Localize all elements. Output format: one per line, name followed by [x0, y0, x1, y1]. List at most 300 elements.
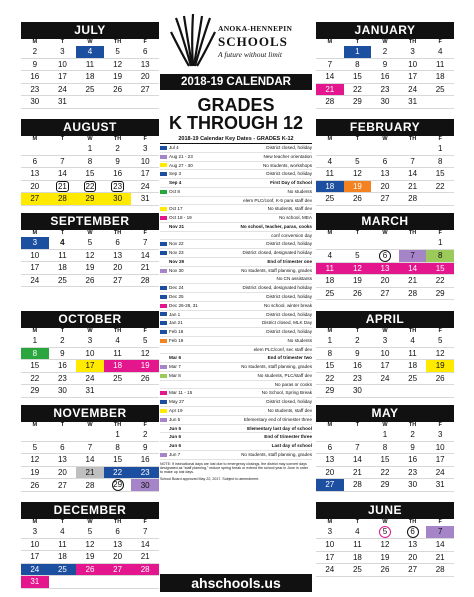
day-cell: 14: [344, 454, 372, 467]
day-cell: 27: [371, 287, 399, 300]
weekday-header: F: [438, 519, 442, 525]
weekday-header: T: [355, 39, 360, 45]
key-date-description: No students, staff dev: [267, 206, 312, 212]
day-cell: [371, 249, 399, 262]
key-date: Nov 23: [169, 250, 184, 256]
day-cell: 22: [316, 372, 344, 385]
day-cell: 12: [76, 538, 104, 551]
color-swatch: [160, 304, 167, 308]
week-row: [21, 466, 159, 479]
key-date: Nov 21: [169, 223, 185, 229]
day-cell: 13: [21, 168, 49, 181]
month-title: SEPTEMBER: [21, 213, 159, 230]
month-title: OCTOBER: [21, 311, 159, 328]
marked-day: 22: [85, 181, 95, 191]
key-date-description: District closed, holiday: [266, 241, 312, 247]
week-row: [21, 551, 159, 564]
day-cell: 19: [131, 360, 159, 373]
month-grid: [316, 39, 454, 109]
day-cell: 25: [316, 287, 344, 300]
key-date-description: Last day of school: [271, 443, 312, 449]
day-cell: 9: [21, 58, 49, 71]
day-cell: 21: [131, 262, 159, 275]
color-swatch: [160, 277, 167, 281]
key-date: Sep 3: [169, 171, 182, 177]
key-date-row: [160, 433, 312, 442]
week-row: [21, 180, 159, 193]
day-cell: 26: [344, 287, 372, 300]
weekday-header: M: [327, 230, 333, 236]
weekday-header: M: [32, 230, 38, 236]
day-cell: 28: [316, 96, 344, 109]
week-row: [21, 576, 159, 589]
day-cell: 23: [21, 83, 49, 96]
day-cell: 12: [21, 454, 49, 467]
day-cell: 1: [316, 335, 344, 347]
day-cell: 11: [49, 538, 77, 551]
key-date: Jun 6: [169, 434, 181, 440]
color-swatch: [160, 374, 167, 378]
day-cell: 26: [104, 83, 132, 96]
key-date: Jun 6: [169, 443, 181, 449]
key-date-row: [160, 162, 312, 171]
key-date-description: End of trimester two: [267, 355, 312, 361]
month-title: FEBRUARY: [316, 119, 454, 136]
month-september: [21, 213, 159, 287]
key-date: Oct 18 - 19: [169, 215, 192, 221]
day-cell: 19: [76, 551, 104, 564]
weekday-header: W: [87, 136, 93, 142]
weekday-header: W: [382, 519, 388, 525]
day-cell: 25: [316, 193, 344, 206]
key-date: Oct 8: [169, 188, 180, 194]
week-row: [21, 372, 159, 385]
day-cell: 4: [49, 237, 77, 249]
day-cell: 9: [131, 441, 159, 454]
week-row: [21, 538, 159, 551]
grades-heading: GRADES: [197, 95, 275, 115]
key-date-row: [160, 223, 312, 232]
day-cell: 30: [371, 96, 399, 109]
day-cell: 13: [104, 538, 132, 551]
week-row: [21, 96, 159, 109]
day-cell: 17: [76, 360, 104, 373]
weekday-header: W: [87, 422, 93, 428]
day-cell: 22: [344, 83, 372, 96]
grades-range-heading: K THROUGH 12: [168, 113, 303, 133]
day-cell: 12: [76, 249, 104, 262]
day-cell: 23: [399, 466, 427, 479]
weekday-header: M: [32, 422, 38, 428]
weekday-header: T: [355, 422, 360, 428]
key-date-row: [160, 197, 312, 206]
day-cell: 8: [371, 441, 399, 454]
day-cell: 15: [344, 71, 372, 84]
day-cell: 18: [399, 360, 427, 373]
key-date-row: [160, 328, 312, 337]
day-cell: 6: [104, 237, 132, 249]
key-date: Sep 4: [169, 180, 182, 186]
day-cell: 16: [371, 71, 399, 84]
day-cell: 1: [76, 143, 104, 155]
day-cell: 15: [426, 262, 454, 275]
color-swatch: [160, 172, 167, 176]
weekday-header: F: [143, 422, 147, 428]
day-cell: 6: [371, 155, 399, 168]
key-date-row: [160, 302, 312, 311]
day-cell: 18: [76, 71, 104, 84]
day-cell: 17: [399, 71, 427, 84]
day-cell: 27: [104, 563, 132, 576]
day-cell: 14: [131, 249, 159, 262]
weekday-header: TH: [113, 519, 122, 525]
month-june: [316, 502, 454, 577]
month-grid: [21, 519, 159, 589]
day-cell: 4: [399, 335, 427, 347]
day-cell: 3: [371, 335, 399, 347]
day-cell: 7: [316, 58, 344, 71]
day-cell: 31: [426, 479, 454, 492]
key-date-description: No students, workshops: [262, 162, 312, 168]
logo: [160, 10, 312, 72]
day-cell: 29: [426, 287, 454, 300]
day-cell: 31: [49, 96, 77, 109]
week-row: [316, 466, 454, 479]
week-row: [316, 335, 454, 347]
month-title: AUGUST: [21, 119, 159, 136]
key-date: Aug 27 - 30: [169, 162, 193, 168]
weekday-header: T: [355, 328, 360, 334]
weekday-header: W: [382, 39, 388, 45]
day-cell: 20: [371, 180, 399, 193]
color-swatch: [160, 391, 167, 395]
day-cell: 28: [131, 563, 159, 576]
day-cell: 5: [344, 249, 372, 262]
day-cell: 18: [316, 180, 344, 193]
week-row: [316, 193, 454, 206]
day-cell: 2: [344, 335, 372, 347]
day-cell: 7: [131, 237, 159, 249]
day-cell: 18: [426, 71, 454, 84]
key-date: Mar 8: [169, 372, 181, 378]
key-date: Feb 18: [169, 329, 184, 335]
color-swatch: [160, 312, 167, 316]
day-cell: 15: [371, 454, 399, 467]
day-cell: [371, 143, 399, 155]
day-cell: 31: [76, 385, 104, 398]
weekday-header: TH: [408, 519, 417, 525]
website-footer[interactable]: ahschools.us: [160, 574, 312, 592]
month-grid: [21, 328, 159, 398]
week-row: [21, 262, 159, 275]
day-cell: 3: [426, 429, 454, 441]
day-cell: 11: [316, 262, 344, 275]
day-cell: 26: [21, 479, 49, 492]
key-date-description: No students, staff planning, grades: [241, 451, 312, 457]
day-cell: 11: [76, 58, 104, 71]
day-cell: 15: [104, 454, 132, 467]
closing-note: NOTE: If instructional days are lost due to emergency closings, the district may convert days designated as "staff planning," reduce spring break or extend the school year in June in order to make up lost days.: [160, 461, 309, 475]
key-date-description: District closed, designated holiday: [242, 285, 312, 291]
key-dates-list: [160, 144, 312, 460]
day-cell: 13: [104, 249, 132, 262]
key-date-description: No students: [287, 188, 312, 194]
day-cell: 27: [399, 564, 427, 577]
day-cell: 17: [131, 168, 159, 181]
day-cell: 29: [76, 193, 104, 206]
key-date-row: [160, 153, 312, 162]
day-cell: 28: [344, 479, 372, 492]
month-may: [316, 405, 454, 492]
weekday-header: M: [327, 39, 333, 45]
day-cell: 30: [131, 479, 159, 492]
day-cell: 4: [344, 526, 372, 539]
day-cell: 17: [21, 551, 49, 564]
day-cell: 3: [76, 335, 104, 347]
day-cell: 19: [371, 551, 399, 564]
day-cell: 21: [426, 551, 454, 564]
key-date: Aug 21 - 23: [169, 153, 193, 159]
week-row: [316, 526, 454, 539]
day-cell: 2: [399, 429, 427, 441]
day-cell: [76, 429, 104, 441]
weekday-header: F: [143, 519, 147, 525]
day-cell: 5: [426, 335, 454, 347]
week-row: [21, 71, 159, 84]
key-date-row: [160, 144, 312, 153]
day-cell: 23: [49, 372, 77, 385]
weekday-header: M: [327, 328, 333, 334]
month-title: JANUARY: [316, 22, 454, 39]
key-date: Dec 26-28, 31: [169, 302, 198, 308]
month-august: [21, 119, 159, 206]
approval-note: School Board approved May 22, 2017. Subject to amendment.: [160, 476, 260, 481]
day-cell: 5: [131, 335, 159, 347]
week-row: [316, 385, 454, 398]
day-cell: 30: [21, 96, 49, 109]
day-cell: [49, 429, 77, 441]
key-date-row: [160, 249, 312, 258]
weekday-header: F: [438, 230, 442, 236]
week-row: [21, 155, 159, 168]
weekday-header: W: [87, 39, 93, 45]
weekday-header: F: [438, 328, 442, 334]
week-row: [21, 83, 159, 96]
day-cell: 25: [49, 274, 77, 287]
day-cell: 14: [399, 262, 427, 275]
day-cell: [399, 237, 427, 249]
day-cell: 14: [76, 454, 104, 467]
day-cell: 17: [316, 551, 344, 564]
day-cell: 29: [371, 479, 399, 492]
fountain-logo-icon: [170, 12, 216, 68]
day-cell: 22: [104, 466, 132, 479]
key-date-description: District closed, holiday: [266, 329, 312, 335]
day-cell: 13: [371, 262, 399, 275]
color-swatch: [160, 216, 167, 220]
day-cell: 21: [399, 275, 427, 288]
week-row: [316, 429, 454, 441]
key-date-row: [160, 363, 312, 372]
day-cell: 12: [371, 539, 399, 552]
day-cell: 15: [76, 168, 104, 181]
day-cell: 4: [104, 335, 132, 347]
day-cell: 21: [76, 466, 104, 479]
day-cell: 27: [49, 479, 77, 492]
key-date: Nov 30: [169, 267, 184, 273]
day-cell: 28: [131, 274, 159, 287]
day-cell: 2: [131, 429, 159, 441]
weekday-header: TH: [113, 328, 122, 334]
key-date: Jul 4: [169, 145, 179, 150]
month-april: [316, 311, 454, 398]
color-swatch: [160, 198, 167, 202]
key-date-description: District closed, MLK Day: [261, 320, 312, 326]
key-date-description: No School, Spring Break: [261, 390, 312, 396]
key-date-description: elem PLC/conf, sec staff dev: [253, 346, 312, 352]
day-cell: 6: [21, 155, 49, 168]
day-cell: 18: [104, 360, 132, 373]
month-grid: [21, 422, 159, 492]
day-cell: 1: [21, 335, 49, 347]
day-cell: 8: [76, 155, 104, 168]
key-date-description: elem PLC/conf, K-5 para staff dev: [243, 197, 312, 203]
month-july: [21, 22, 159, 109]
month-title: MARCH: [316, 213, 454, 230]
week-row: [21, 454, 159, 467]
day-cell: 25: [399, 372, 427, 385]
key-date-row: [160, 346, 312, 355]
month-grid: [21, 230, 159, 287]
week-row: [21, 526, 159, 538]
day-cell: 21: [344, 466, 372, 479]
key-date: Mar 6: [169, 355, 182, 361]
weekday-header: T: [355, 519, 360, 525]
day-cell: 30: [344, 385, 372, 398]
weekday-header: T: [60, 328, 65, 334]
color-swatch: [160, 365, 167, 369]
month-title: APRIL: [316, 311, 454, 328]
day-cell: [131, 96, 159, 109]
day-cell: 18: [49, 262, 77, 275]
marked-day: 21: [57, 181, 67, 191]
day-cell: [399, 385, 427, 398]
key-date-description: No students: [287, 337, 312, 343]
day-cell: 16: [344, 360, 372, 373]
week-row: [316, 96, 454, 109]
key-date-row: [160, 354, 312, 363]
day-cell: 26: [131, 372, 159, 385]
day-cell: [49, 576, 77, 589]
color-swatch: [160, 356, 167, 360]
day-cell: 24: [21, 274, 49, 287]
day-cell: 30: [104, 193, 132, 206]
day-cell: 4: [316, 249, 344, 262]
key-date-description: No school, MEA: [279, 215, 312, 221]
day-cell: 23: [371, 83, 399, 96]
day-cell: 17: [21, 262, 49, 275]
week-row: [21, 249, 159, 262]
day-cell: 13: [131, 58, 159, 71]
color-swatch: [160, 383, 167, 387]
weekday-header: M: [327, 422, 333, 428]
week-row: [316, 539, 454, 552]
day-cell: 12: [426, 347, 454, 360]
weekday-header: TH: [113, 230, 122, 236]
key-date-row: [160, 389, 312, 398]
day-cell: 12: [104, 58, 132, 71]
weekday-header: W: [87, 328, 93, 334]
key-date-description: Elementary end of trimester three: [243, 416, 312, 422]
marked-day: 6: [379, 250, 391, 262]
key-date: Jun 5: [169, 416, 181, 422]
week-row: [316, 564, 454, 577]
key-date: May 27: [169, 399, 185, 405]
day-cell: 28: [49, 193, 77, 206]
week-row: [316, 168, 454, 181]
month-title: DECEMBER: [21, 502, 159, 519]
day-cell: 22: [426, 275, 454, 288]
week-row: [21, 360, 159, 373]
color-swatch: [160, 330, 167, 334]
week-row: [316, 454, 454, 467]
marked-day: 23: [113, 181, 123, 191]
week-row: [21, 143, 159, 155]
day-cell: 30: [49, 385, 77, 398]
logo-line2: SCHOOLS: [218, 34, 288, 49]
day-cell: 8: [426, 155, 454, 168]
weekday-header: F: [143, 39, 147, 45]
day-cell: 16: [399, 454, 427, 467]
day-cell: [49, 143, 77, 155]
day-cell: 23: [131, 466, 159, 479]
weekday-header: TH: [408, 39, 417, 45]
day-cell: 15: [426, 168, 454, 181]
weekday-header: TH: [408, 136, 417, 142]
day-cell: 14: [131, 538, 159, 551]
day-cell: [104, 576, 132, 589]
day-cell: 14: [399, 168, 427, 181]
center-panel: [160, 10, 312, 481]
color-swatch: [160, 260, 167, 264]
day-cell: 28: [76, 479, 104, 492]
day-cell: [344, 237, 372, 249]
week-row: [316, 143, 454, 155]
day-cell: 31: [131, 193, 159, 206]
day-cell: 6: [131, 46, 159, 58]
color-swatch: [160, 286, 167, 290]
day-cell: [371, 385, 399, 398]
key-date-description: End of trimester one: [267, 258, 312, 264]
day-cell: 31: [399, 96, 427, 109]
color-swatch: [160, 339, 167, 343]
day-cell: 19: [426, 360, 454, 373]
color-swatch: [160, 155, 167, 159]
month-grid: [21, 136, 159, 206]
day-cell: [371, 526, 399, 539]
key-date: Dec 24: [169, 285, 184, 291]
day-cell: 3: [49, 46, 77, 58]
day-cell: 2: [104, 143, 132, 155]
day-cell: 22: [426, 180, 454, 193]
marked-day: 6: [407, 526, 419, 538]
week-row: [21, 58, 159, 71]
weekday-header: W: [382, 328, 388, 334]
weekday-header: M: [32, 519, 38, 525]
day-cell: 21: [399, 180, 427, 193]
key-date-row: [160, 451, 312, 460]
week-row: [316, 155, 454, 168]
